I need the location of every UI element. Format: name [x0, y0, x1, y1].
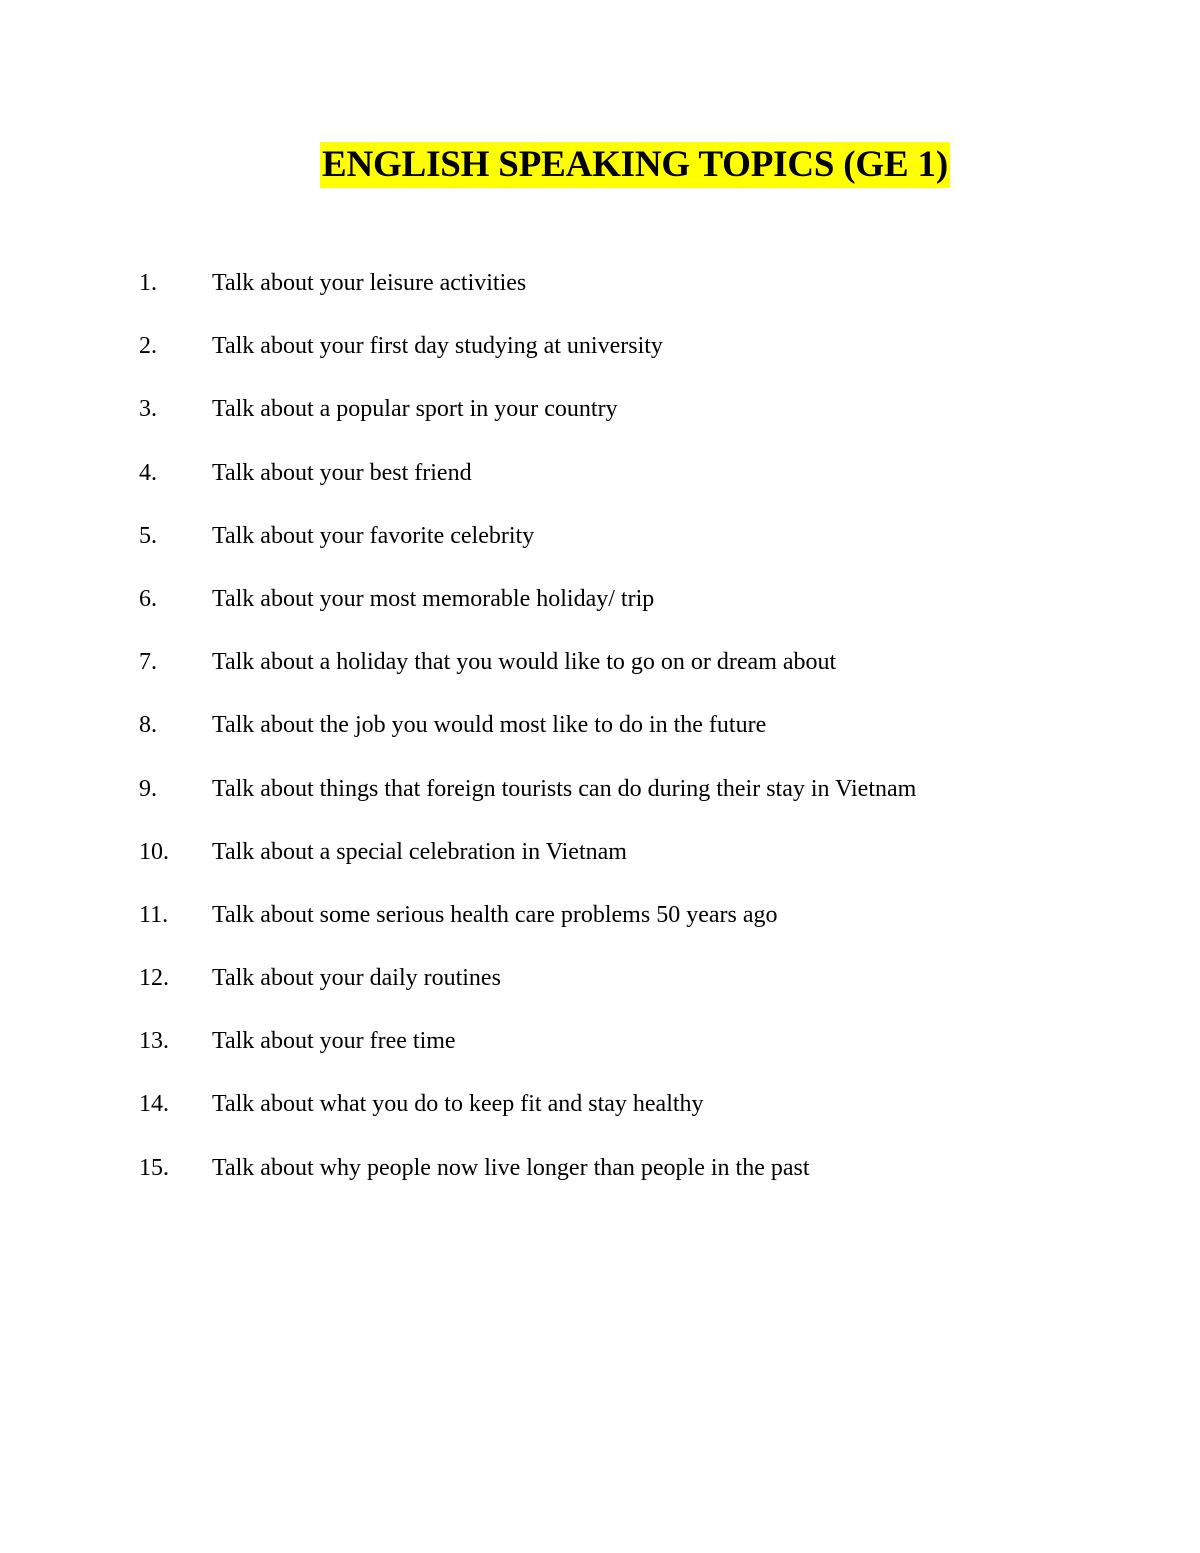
list-item — [0, 894, 1200, 957]
topic-text: Talk about your first day studying at university — [212, 333, 663, 360]
topic-text: Talk about your daily routines — [212, 965, 501, 992]
topic-number: 12. — [139, 965, 169, 992]
topic-text: Talk about the job you would most like to do in the future — [212, 712, 767, 739]
list-item — [0, 388, 1200, 451]
topic-number: 2. — [139, 333, 157, 360]
list-item — [0, 641, 1200, 704]
list-item — [0, 325, 1200, 388]
list-item — [0, 768, 1200, 831]
list-item — [0, 1147, 1200, 1210]
list-item — [0, 578, 1200, 641]
title-container — [0, 142, 1200, 188]
topic-text: Talk about your best friend — [212, 459, 472, 486]
list-item — [0, 1083, 1200, 1146]
topic-number: 4. — [139, 459, 157, 486]
list-item — [0, 704, 1200, 767]
topic-list — [0, 262, 1200, 1210]
topic-number: 13. — [139, 1028, 169, 1055]
list-item — [0, 452, 1200, 515]
topic-number: 3. — [139, 396, 157, 423]
topic-number: 11. — [139, 901, 169, 928]
topic-text: Talk about a holiday that you would like to go on or dream about — [212, 649, 837, 676]
topic-number: 5. — [139, 522, 157, 549]
topic-number: 14. — [139, 1091, 169, 1118]
topic-text: Talk about things that foreign tourists can do during their stay in Vietnam — [212, 775, 917, 802]
topic-number: 15. — [139, 1154, 169, 1181]
topic-text: Talk about your free time — [212, 1028, 456, 1055]
topic-number: 6. — [139, 585, 157, 612]
topic-number: 8. — [139, 712, 157, 739]
topic-text: Talk about a popular sport in your country — [212, 396, 618, 423]
list-item — [0, 515, 1200, 578]
topic-text: Talk about why people now live longer than people in the past — [212, 1154, 810, 1181]
topic-number: 1. — [139, 270, 157, 296]
list-item — [0, 262, 1200, 325]
topic-text: Talk about some serious health care problems 50 years ago — [212, 901, 778, 928]
list-item — [0, 831, 1200, 894]
topic-number: 10. — [139, 838, 169, 865]
topic-text: Talk about a special celebration in Vietnam — [212, 838, 627, 865]
topic-text: Talk about your most memorable holiday/ trip — [212, 585, 655, 612]
page-title: ENGLISH SPEAKING TOPICS (GE 1) — [320, 142, 950, 188]
topic-text: Talk about your favorite celebrity — [212, 522, 535, 549]
topic-number: 9. — [139, 775, 157, 802]
topic-text: Talk about your leisure activities — [212, 270, 527, 296]
list-item — [0, 1020, 1200, 1083]
list-item — [0, 957, 1200, 1020]
topic-text: Talk about what you do to keep fit and stay healthy — [212, 1091, 704, 1118]
topic-number: 7. — [139, 649, 157, 676]
